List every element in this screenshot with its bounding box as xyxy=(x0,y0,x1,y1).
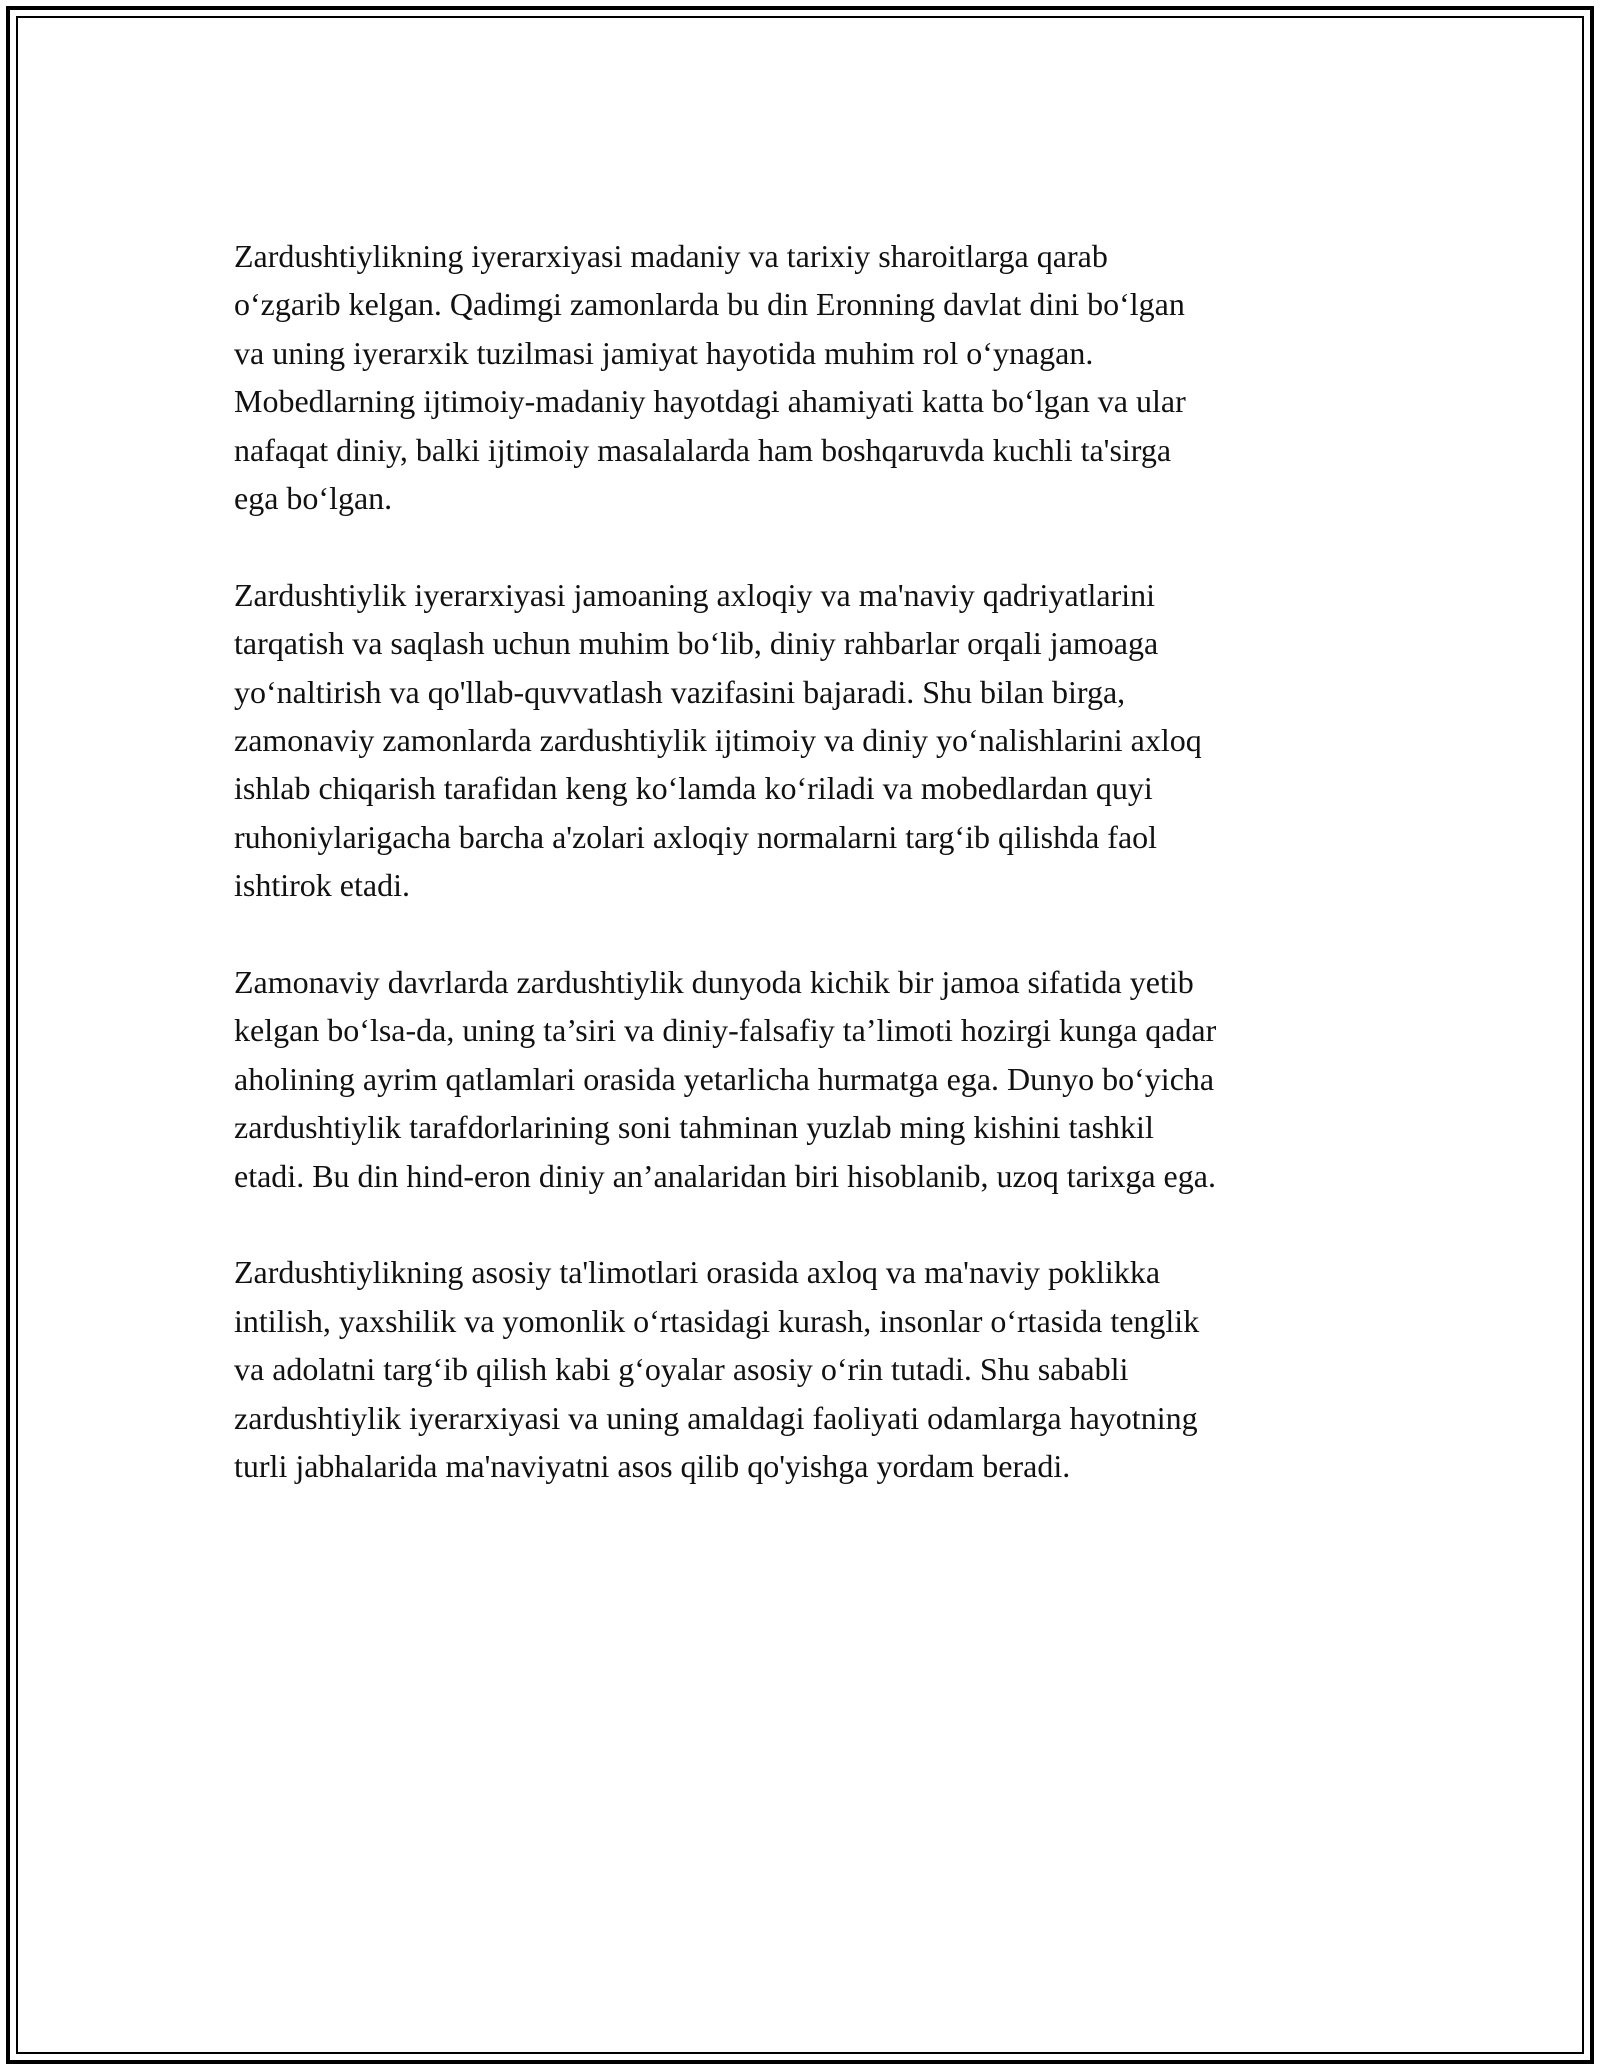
text-line: etadi. Bu din hind-eron diniy an’analaridan biri hisoblanib, uzoq tarixga ega. xyxy=(234,1157,1216,1194)
text-line: Zardushtiylikning asosiy ta'limotlari orasida axloq va ma'naviy poklikka xyxy=(234,1254,1161,1291)
paragraph-4 xyxy=(234,1248,1394,1490)
text-line: nafaqat diniy, balki ijtimoiy masalalarda ham boshqaruvda kuchli ta'sirga xyxy=(234,431,1172,468)
text-line: aholining ayrim qatlamlari orasida yetarlicha hurmatga ega. Dunyo bo‘yicha xyxy=(234,1060,1215,1097)
text-line: kelgan bo‘lsa-da, uning ta’siri va diniy-falsafiy ta’limoti hozirgi kunga qadar xyxy=(234,1012,1217,1049)
text-line: intilish, yaxshilik va yomonlik o‘rtasidagi kurash, insonlar o‘rtasida tenglik xyxy=(234,1302,1200,1339)
text-line: Zamonaviy davrlarda zardushtiylik dunyoda kichik bir jamoa sifatida yetib xyxy=(234,964,1194,1001)
text-line: ishtirok etadi. xyxy=(234,867,410,904)
text-line: zardushtiylik tarafdorlarining soni tahminan yuzlab ming kishini tashkil xyxy=(234,1109,1154,1146)
text-line: turli jabhalarida ma'naviyatni asos qilib qo'yishga yordam beradi. xyxy=(234,1448,1071,1485)
text-line: Zardushtiylikning iyerarxiyasi madaniy va tarixiy sharoitlarga qarab xyxy=(234,238,1108,274)
text-line: zardushtiylik iyerarxiyasi va uning amaldagi faoliyati odamlarga hayotning xyxy=(234,1399,1198,1436)
text-line: ega bo‘lgan. xyxy=(234,480,393,517)
text-line: ruhoniylarigacha barcha a'zolari axloqiy normalarni targ‘ib qilishda faol xyxy=(234,818,1158,855)
document-body xyxy=(234,232,1394,1539)
text-line: tarqatish va saqlash uchun muhim bo‘lib, diniy rahbarlar orqali jamoaga xyxy=(234,625,1159,662)
text-line: yo‘naltirish va qo'llab-quvvatlash vazifasini bajaradi. Shu bilan birga, xyxy=(234,673,1126,710)
paragraph-1 xyxy=(234,232,1394,522)
paragraph-3 xyxy=(234,958,1394,1200)
text-line: va adolatni targ‘ib qilish kabi g‘oyalar asosiy o‘rin tutadi. Shu sababli xyxy=(234,1351,1129,1388)
text-line: va uning iyerarxik tuzilmasi jamiyat hayotida muhim rol o‘ynagan. xyxy=(234,334,1094,371)
text-line: Mobedlarning ijtimoiy-madaniy hayotdagi ahamiyati katta bo‘lgan va ular xyxy=(234,383,1186,420)
text-line: ishlab chiqarish tarafidan keng ko‘lamda ko‘riladi va mobedlardan quyi xyxy=(234,770,1153,807)
text-line: Zardushtiylik iyerarxiyasi jamoaning axloqiy va ma'naviy qadriyatlarini xyxy=(234,576,1156,613)
text-line: zamonaviy zamonlarda zardushtiylik ijtimoiy va diniy yo‘nalishlarini axloq xyxy=(234,722,1202,759)
text-line: o‘zgarib kelgan. Qadimgi zamonlarda bu din Eronning davlat dini bo‘lgan xyxy=(234,286,1185,323)
paragraph-2 xyxy=(234,571,1394,910)
